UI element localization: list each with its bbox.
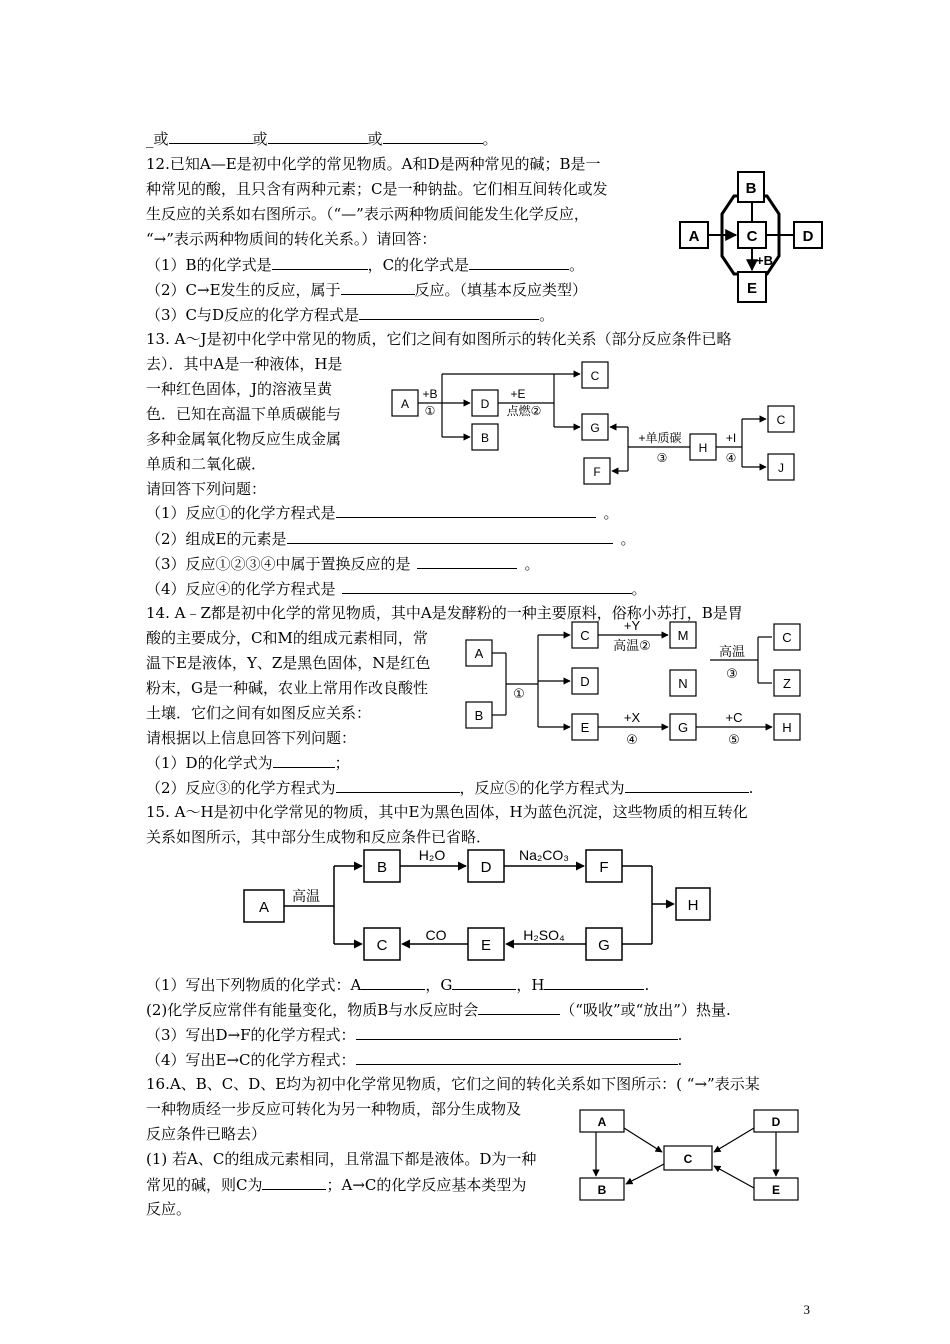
q14-text: 粉末，G是一种碱，农业上常用作改良酸性 xyxy=(146,679,428,697)
node-B: B xyxy=(376,859,388,876)
text: （3）C与D反应的化学方程式是 xyxy=(146,306,360,324)
q14-text: 酸的主要成分，C和M的组成元素相同，常 xyxy=(146,629,428,647)
reagent-label: +I xyxy=(725,431,737,445)
answer-blank[interactable] xyxy=(478,999,560,1015)
q15-part2 xyxy=(146,999,731,1020)
q13-text: 13. A～J是初中化学中常见的物质，它们之间有如图所示的转化关系（部分反应条件已略 xyxy=(146,330,732,348)
answer-blank[interactable] xyxy=(359,304,539,320)
text: 。 xyxy=(524,555,540,573)
text: 。 xyxy=(620,530,636,548)
reagent-label: +B xyxy=(756,253,773,268)
node-H: H xyxy=(698,441,708,455)
node-E: E xyxy=(480,937,492,954)
q16-text: 反应。 xyxy=(146,1200,192,1218)
node-D: D xyxy=(802,228,814,245)
node-D: D xyxy=(580,674,590,689)
q13-text: 去）．其中A是一种液体，H是 xyxy=(146,355,343,373)
q14-diagram xyxy=(462,616,806,746)
node-C: C xyxy=(590,369,600,383)
node-B: B xyxy=(597,1183,607,1197)
text: 常见的碱，则C为 xyxy=(146,1176,263,1194)
q13-text: 请回答下列问题： xyxy=(146,480,267,498)
text: （1）B的化学式是 xyxy=(146,256,272,274)
text: （4）反应④的化学方程式是 xyxy=(146,580,336,598)
text: （“吸收”或“放出”）热量. xyxy=(560,1001,731,1019)
reagent-label: +X xyxy=(623,710,641,725)
q16-text: 16.A、B、C、D、E均为初中化学常见物质，它们之间的转化关系如下图所示：( “→”表示某 xyxy=(146,1075,760,1093)
node-C2: C xyxy=(776,413,786,427)
q14-text: 土壤．它们之间有如图反应关系： xyxy=(146,704,372,722)
q13-text: 一种红色固体，J的溶液呈黄 xyxy=(146,380,333,398)
answer-blank[interactable] xyxy=(544,974,644,990)
text: （3）写出D→F的化学方程式： xyxy=(146,1026,356,1044)
node-A: A xyxy=(474,646,484,661)
text: 或 xyxy=(252,130,268,148)
step-label: 点燃② xyxy=(506,404,542,418)
node-B: B xyxy=(474,708,484,723)
answer-blank[interactable] xyxy=(361,974,425,990)
node-C: C xyxy=(376,937,388,954)
text: . xyxy=(677,1026,683,1044)
q12-part3 xyxy=(146,304,554,325)
q12-part2 xyxy=(146,279,587,300)
q13-part4 xyxy=(146,578,647,599)
reagent-label: +单质碳 xyxy=(638,431,682,445)
q16-text: (1) 若A、C的组成元素相同，且常温下都是液体。D为一种 xyxy=(146,1150,537,1168)
text: 反应。（填基本反应类型） xyxy=(414,281,588,299)
node-C: C xyxy=(580,628,590,643)
node-C2: C xyxy=(782,630,792,645)
q12-text: 种常见的酸，且只含有两种元素；C是一种钠盐。它们相互间转化或发 xyxy=(146,180,608,198)
node-N: N xyxy=(678,676,688,691)
step-label: ① xyxy=(424,404,436,418)
reagent-label: H₂O xyxy=(418,847,446,863)
answer-blank[interactable] xyxy=(356,1024,678,1040)
reagent-label: +Y xyxy=(623,618,641,633)
node-Z: Z xyxy=(783,676,791,691)
reagent-label: +C xyxy=(725,710,743,725)
condition-label: 高温 xyxy=(292,888,320,904)
reagent-label: Na₂CO₃ xyxy=(518,847,570,863)
q13-part1 xyxy=(146,502,619,523)
q14-text: 14. A﹣Z都是初中化学的常见物质，其中A是发酵粉的一种主要原料，俗称小苏打，B是胃 xyxy=(146,604,743,622)
text: ，C的化学式是 xyxy=(367,256,470,274)
text: 。 xyxy=(569,256,585,274)
text: . xyxy=(677,1051,683,1069)
answer-blank[interactable] xyxy=(273,752,335,768)
q12-part1 xyxy=(146,254,584,275)
answer-blank[interactable] xyxy=(272,254,368,270)
text: _或 xyxy=(146,130,169,148)
node-C: C xyxy=(683,1152,693,1166)
answer-blank[interactable] xyxy=(356,1049,678,1065)
text: 。 xyxy=(603,504,619,522)
text: （4）写出E→C的化学方程式： xyxy=(146,1051,356,1069)
q12-diagram xyxy=(676,170,826,306)
q12-text: “→”表示两种物质间的转化关系。）请回答： xyxy=(146,230,437,248)
node-G: G xyxy=(590,421,600,435)
q16-text: 一种物质经一步反应可转化为另一种物质，部分生成物及 xyxy=(146,1100,522,1118)
q13-diagram xyxy=(388,360,804,488)
node-H: H xyxy=(687,897,699,914)
q12-text: 生反应的关系如右图所示。（“—”表示两种物质间能发生化学反应， xyxy=(146,205,589,223)
text: ，H xyxy=(516,976,545,994)
text: （1）D的化学式为 xyxy=(146,754,273,772)
node-A: A xyxy=(688,228,700,245)
q13-text: 色．已知在高温下单质碳能与 xyxy=(146,405,342,423)
answer-blank[interactable] xyxy=(169,128,253,144)
answer-blank[interactable] xyxy=(341,279,415,295)
answer-blank[interactable] xyxy=(336,502,596,518)
q15-text: 15. A～H是初中化学常见的物质，其中E为黑色固体，H为蓝色沉淀，这些物质的相互转化 xyxy=(146,803,748,821)
node-C: C xyxy=(746,228,758,245)
text: ； xyxy=(334,754,350,772)
node-J: J xyxy=(778,461,784,475)
q14-text: 温下E是液体，Y、Z是黑色固体，N是红色 xyxy=(146,654,431,672)
answer-blank[interactable] xyxy=(625,777,749,793)
text: 。 xyxy=(539,306,555,324)
text: . xyxy=(748,779,754,797)
q13-part2 xyxy=(146,528,636,549)
q15-part4 xyxy=(146,1049,682,1070)
step-label: ④ xyxy=(725,451,737,465)
q12-text: 12.已知A—E是初中化学的常见物质。A和D是两种常见的碱；B是一 xyxy=(146,155,601,173)
text: ，反应⑤的化学方程式为 xyxy=(459,779,625,797)
node-E: E xyxy=(771,1183,781,1197)
node-B: B xyxy=(745,180,757,197)
node-D: D xyxy=(480,859,492,876)
text: （2）组成E的元素是 xyxy=(146,530,287,548)
condition-label: 高温 xyxy=(718,644,746,659)
q14-text: 请根据以上信息回答下列问题： xyxy=(146,729,357,747)
text: . xyxy=(644,976,650,994)
node-E: E xyxy=(746,280,758,297)
q13-part3 xyxy=(146,553,540,574)
text: （2）C→E发生的反应，属于 xyxy=(146,281,341,299)
step-label: ④ xyxy=(626,732,638,747)
q16-diagram xyxy=(576,1106,802,1206)
step-label: 高温② xyxy=(613,638,651,653)
q16-part1 xyxy=(146,1174,526,1195)
q14-part1 xyxy=(146,752,350,773)
node-B: B xyxy=(480,431,490,445)
text: ；A→C的化学反应基本类型为 xyxy=(326,1176,527,1194)
answer-blank[interactable] xyxy=(268,128,368,144)
text: （1）反应①的化学方程式是 xyxy=(146,504,336,522)
text: 。 xyxy=(482,130,498,148)
q15-part3 xyxy=(146,1024,682,1045)
text: 。 xyxy=(631,580,647,598)
text: （3）反应①②③④中属于置换反应的是 xyxy=(146,555,411,573)
text: (2)化学反应常伴有能量变化，物质B与水反应时会 xyxy=(146,1001,479,1019)
node-A: A xyxy=(258,899,270,916)
node-M: M xyxy=(677,628,689,643)
node-G: G xyxy=(598,937,610,954)
reagent-label: +E xyxy=(510,387,526,401)
text: ，G xyxy=(425,976,453,994)
q14-part2 xyxy=(146,777,753,798)
reagent-label: CO xyxy=(425,927,447,943)
step-label: ① xyxy=(513,686,525,701)
answer-blank[interactable] xyxy=(417,553,517,569)
node-A: A xyxy=(400,397,410,411)
node-G: G xyxy=(677,720,689,735)
node-F: F xyxy=(593,465,601,479)
answer-blank[interactable] xyxy=(342,578,632,594)
answer-blank[interactable] xyxy=(469,254,569,270)
answer-blank[interactable] xyxy=(336,777,460,793)
node-D: D xyxy=(771,1115,781,1129)
q15-part1 xyxy=(146,974,649,995)
node-A: A xyxy=(597,1115,607,1129)
step-label: ③ xyxy=(656,451,668,465)
step-label: ⑤ xyxy=(728,732,740,747)
node-D: D xyxy=(480,397,490,411)
intro-line xyxy=(146,128,498,149)
node-H: H xyxy=(782,720,792,735)
answer-blank[interactable] xyxy=(452,974,516,990)
text: （1）写出下列物质的化学式：A xyxy=(146,976,362,994)
reagent-label: +B xyxy=(422,387,438,401)
q15-diagram xyxy=(240,846,714,970)
reagent-label: H₂SO₄ xyxy=(523,927,565,943)
q13-text: 多种金属氧化物反应生成金属 xyxy=(146,430,342,448)
node-E: E xyxy=(580,720,590,735)
text: （2）反应③的化学方程式为 xyxy=(146,779,336,797)
q15-text: 关系如图所示，其中部分生成物和反应条件已省略． xyxy=(146,828,492,846)
answer-blank[interactable] xyxy=(287,528,613,544)
answer-blank[interactable] xyxy=(262,1174,326,1190)
answer-blank[interactable] xyxy=(383,128,483,144)
step-label: ③ xyxy=(726,666,738,681)
q13-text: 单质和二氧化碳． xyxy=(146,455,267,473)
node-F: F xyxy=(599,859,609,876)
q16-text: 反应条件已略去） xyxy=(146,1125,267,1143)
page-number: 3 xyxy=(803,1302,810,1317)
text: 或 xyxy=(367,130,383,148)
